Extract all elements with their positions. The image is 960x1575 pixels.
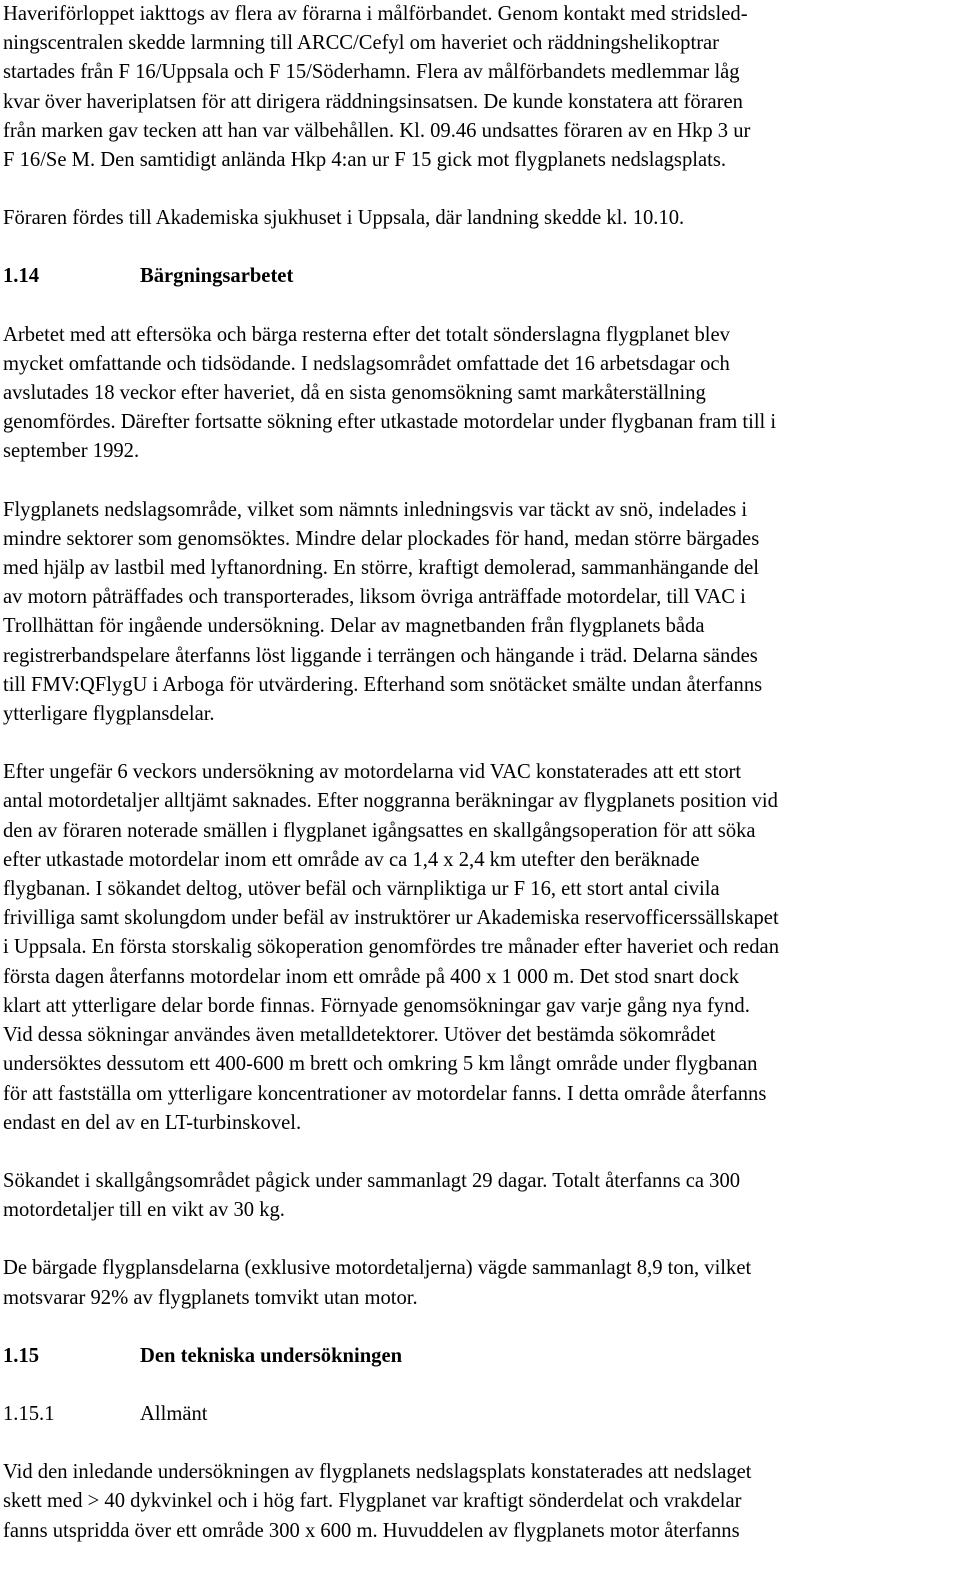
paragraph-5 (3, 1254, 958, 1312)
text-line: F 16/Se M. Den samtidigt anlända Hkp 4:an ur F 15 gick mot flygplanets nedslagsplats. (3, 149, 726, 172)
text-line: flygbanan. I sökandet deltog, utöver befäl och värnpliktiga ur F 16, ett stort antal civila (3, 878, 720, 901)
text-line: den av föraren noterade smällen i flygplanet igångsattes en skallgångsoperation för att söka (3, 819, 756, 842)
text-line: Efter ungefär 6 veckors undersökning av motordelarna vid VAC konstaterades att ett stort (3, 761, 742, 784)
text-line: endast en del av en LT-turbinskovel. (3, 1111, 302, 1134)
text-line: september 1992. (3, 440, 140, 463)
text-line: med hjälp av lastbil med lyftanordning. En större, kraftigt demolerad, sammanhängande del (3, 557, 760, 580)
text-line: första dagen återfanns motordelar inom ett område på 400 x 1 000 m. Det stod snart dock (3, 965, 740, 988)
document-page (3, 0, 958, 1575)
text-line: undersöktes dessutom ett 400-600 m brett och omkring 5 km långt område under flygbanan (3, 1053, 758, 1076)
text-line: Arbetet med att eftersöka och bärga resterna efter det totalt sönderslagna flygplanet blev (3, 323, 730, 346)
subsection-title: Allmänt (140, 1402, 208, 1425)
text-line: Flygplanets nedslagsområde, vilket som nämnts inledningsvis var täckt av snö, indelades i (3, 498, 748, 521)
text-line: i Uppsala. En första storskalig sökoperation genomfördes tre månader efter haveriet och redan (3, 936, 779, 959)
section-title: Den tekniska undersökningen (140, 1344, 403, 1367)
paragraph-3 (3, 758, 958, 1138)
section-number: 1.14 (3, 265, 40, 288)
text-line: startades från F 16/Uppsala och F 15/Söderhamn. Flera av målförbandets medlemmar låg (3, 61, 740, 84)
text-line: mindre sektorer som genomsöktes. Mindre delar plockades för hand, medan större bärgades (3, 527, 760, 550)
paragraph-6 (3, 1458, 958, 1546)
text-line: till FMV:QFlygU i Arboga för utvärdering. Efterhand som snötäcket smälte undan återfanns (3, 673, 763, 696)
text-line: för att fastställa om ytterligare koncentrationer av motordelar fanns. I detta område återfanns (3, 1082, 767, 1105)
subsection-heading-1-15-1 (3, 1400, 958, 1429)
text-line: skett med > 40 dykvinkel och i hög fart. Flygplanet var kraftigt sönderdelat och vrakdelar (3, 1490, 742, 1513)
text-line: mycket omfattande och tidsödande. I nedslagsområdet omfattade det 16 arbetsdagar och (3, 352, 730, 375)
text-line: antal motordetaljer alltjämt saknades. Efter noggranna beräkningar av flygplanets position vid (3, 790, 778, 813)
text-line: Vid dessa sökningar användes även metalldetektorer. Utöver det bestämda sökområdet (3, 1024, 716, 1047)
text-line: från marken gav tecken att han var välbehållen. Kl. 09.46 undsattes föraren av en Hkp 3 ur (3, 119, 751, 142)
text-line: fanns utspridda över ett område 300 x 600 m. Huvuddelen av flygplanets motor återfanns (3, 1519, 740, 1542)
intro-paragraph (3, 0, 958, 175)
intro-paragraph-2 (3, 204, 958, 233)
text-line: efter utkastade motordelar inom ett område av ca 1,4 x 2,4 km utefter den beräknade (3, 848, 700, 871)
section-heading-1-15 (3, 1342, 958, 1371)
section-number: 1.15 (3, 1344, 40, 1367)
text-line: ytterligare flygplansdelar. (3, 703, 215, 726)
text-line: frivilliga samt skolungdom under befäl av instruktörer ur Akademiska reservofficerssällskapet (3, 907, 779, 930)
text-line: kvar över haveriplatsen för att dirigera räddningsinsatsen. De kunde konstatera att föraren (3, 90, 743, 113)
text-line: ningscentralen skedde larmning till ARCC/Cefyl om haveriet och räddningshelikoptrar (3, 32, 720, 55)
text-line: De bärgade flygplansdelarna (exklusive motordetaljerna) vägde sammanlagt 8,9 ton, vilket (3, 1257, 752, 1280)
text-line: genomfördes. Därefter fortsatte sökning efter utkastade motordelar under flygbanan fram till i (3, 411, 777, 434)
subsection-number: 1.15.1 (3, 1402, 55, 1425)
text-line: Sökandet i skallgångsområdet pågick under sammanlagt 29 dagar. Totalt återfanns ca 300 (3, 1169, 741, 1192)
text-line: motsvarar 92% av flygplanets tomvikt utan motor. (3, 1286, 418, 1309)
text-line: avslutades 18 veckor efter haveriet, då en sista genomsökning samt markåterställning (3, 382, 706, 405)
paragraph-4 (3, 1167, 958, 1225)
text-line: motordetaljer till en vikt av 30 kg. (3, 1199, 285, 1222)
section-title: Bärgningsarbetet (140, 265, 294, 288)
section-heading-1-14 (3, 262, 958, 291)
text-line: registrerbandspelare återfanns löst liggande i terrängen och hängande i träd. Delarna sändes (3, 644, 758, 667)
text-line: Föraren fördes till Akademiska sjukhuset i Uppsala, där landning skedde kl. 10.10. (3, 207, 685, 230)
text-line: Vid den inledande undersökningen av flygplanets nedslagsplats konstaterades att nedslaget (3, 1461, 752, 1484)
paragraph-2 (3, 496, 958, 730)
paragraph-1 (3, 321, 958, 467)
text-line: Haveriförloppet iakttogs av flera av förarna i målförbandet. Genom kontakt med stridsled- (3, 3, 748, 25)
text-line: Trollhättan för ingående undersökning. Delar av magnetbanden från flygplanets båda (3, 615, 705, 638)
text-line: klart att ytterligare delar borde finnas. Förnyade genomsökningar gav varje gång nya fynd. (3, 994, 750, 1017)
text-line: av motorn påträffades och transporterades, liksom övriga anträffade motordelar, till VAC i (3, 586, 746, 609)
